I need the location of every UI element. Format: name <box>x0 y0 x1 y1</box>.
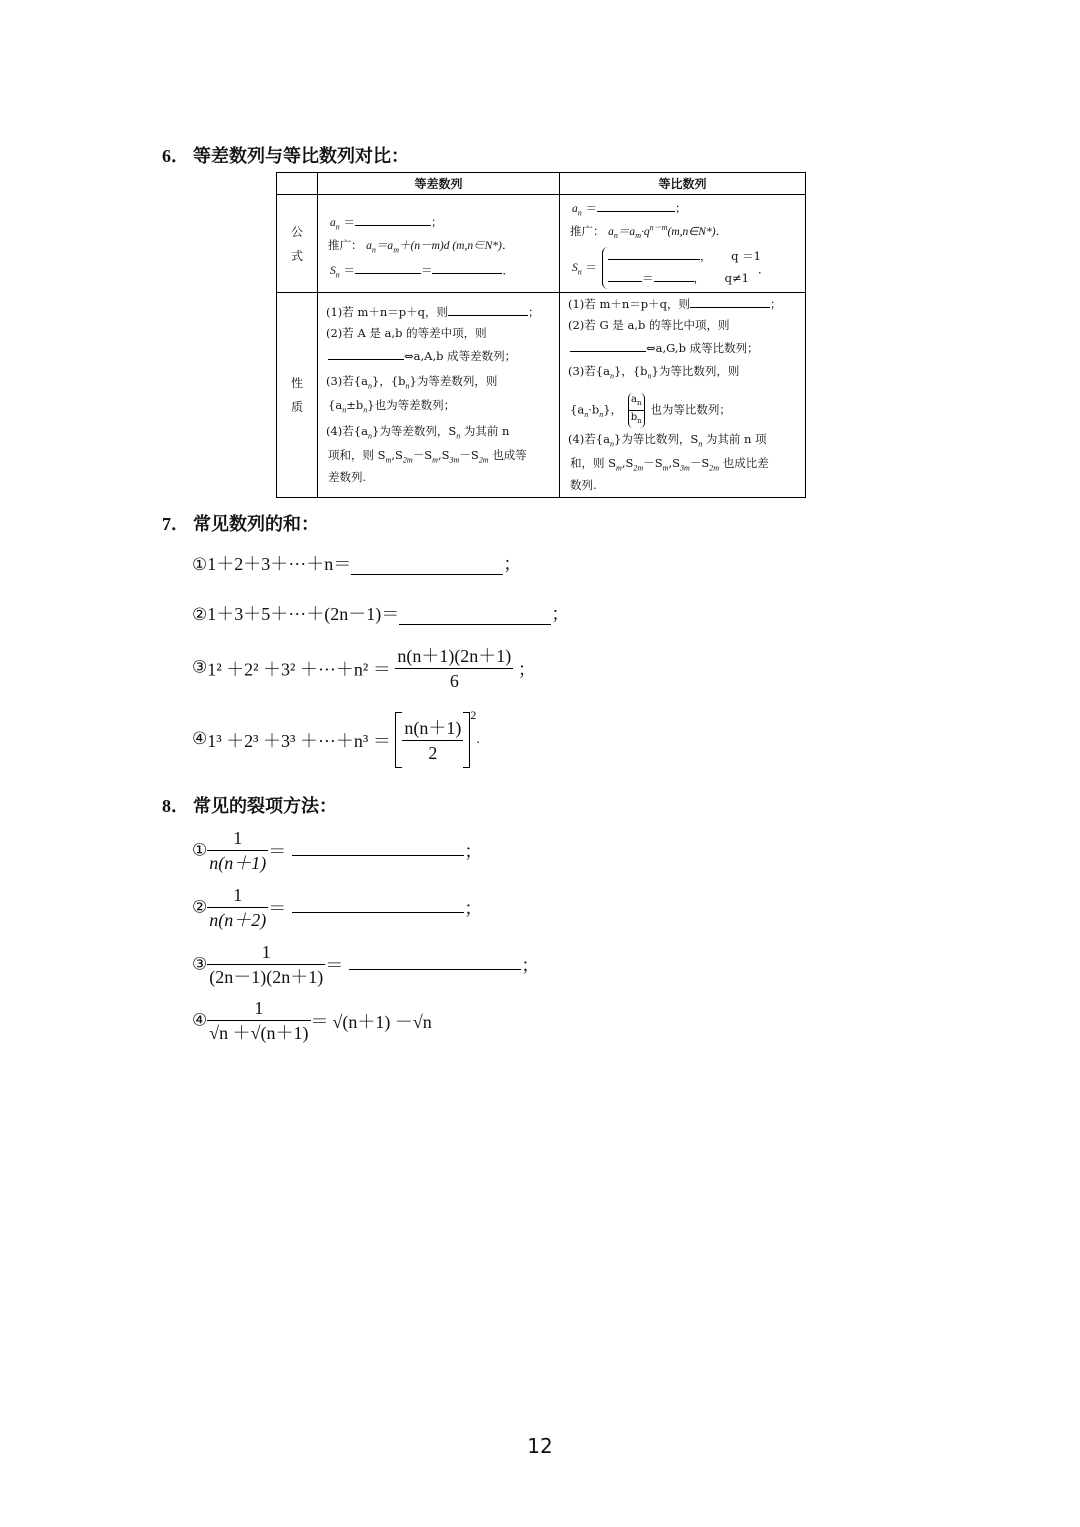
geo-prop-4c: 数列. <box>570 478 597 492</box>
sum-item-3-expr: 1² ＋2² ＋3² ＋···＋n² ＝ <box>207 659 391 680</box>
arith-prop-1-text: (1)若 m＋n＝p＋q，则 <box>326 305 448 319</box>
arith-prop-2-blank <box>328 347 404 360</box>
geo-an-blank <box>597 199 675 212</box>
sum-item-4-fraction <box>402 716 463 765</box>
arith-prop-1-blank <box>448 303 528 316</box>
sum-item-3-denominator: 6 <box>449 671 459 691</box>
arith-an-eq: ＝ <box>343 215 355 229</box>
arith-prop-4a-1: (4)若{a <box>326 424 368 438</box>
geo-prop-2-blank <box>570 339 646 352</box>
split-item-1-marker: ① <box>192 840 208 861</box>
split-item-1 <box>192 826 482 875</box>
geo-prop-1-semi: ； <box>769 297 782 311</box>
geo-prop-4b-5: －S <box>689 456 710 470</box>
arith-prop-2b-text: ⇔a,A,b 成等差数列； <box>404 349 517 363</box>
geo-case2-mid: ＝ <box>642 271 654 285</box>
geo-an: a <box>572 203 578 215</box>
sum-item-2-tail: ； <box>551 604 570 624</box>
arith-sn-mid: ＝ <box>420 263 433 277</box>
row-label-prop-1: 性 <box>290 376 303 390</box>
arith-an-blank <box>355 213 431 226</box>
arith-prop-3a-2: }，{b <box>372 374 406 388</box>
geo-tg-rest: ＝a <box>617 225 636 238</box>
geo-prop-2b <box>570 339 759 356</box>
header-geometric: 等比数列 <box>560 173 806 195</box>
geo-tg-dot: ·q <box>641 225 650 238</box>
split-item-2-blank <box>292 902 464 913</box>
row-label-formula-1: 公 <box>290 224 303 239</box>
arith-prop-4b: 项和，则 $S_m,S_{2m}-S_m,S_{3m}-S_{2m}$ 也成等 <box>328 448 527 465</box>
arith-tg-tail: ＋(n－m)d (m,n∈N*)． <box>399 240 514 252</box>
split-item-4-fraction <box>207 996 310 1045</box>
geo-prop-1-blank <box>690 295 770 308</box>
section-8-heading <box>162 792 337 818</box>
split-item-2-marker: ② <box>192 897 208 918</box>
split-item-4-marker: ④ <box>192 1010 208 1031</box>
split-item-1-fraction <box>207 826 268 875</box>
geo-prop-4b: 和，则 $S_m,S_{2m}-S_m,S_{3m}-S_{2m}$ 也成比差 <box>570 456 769 473</box>
split-item-2-eq: ＝ <box>268 898 287 919</box>
sum-item-1-tail: ； <box>503 554 522 574</box>
geo-case2-blank-1 <box>608 269 642 282</box>
geo-prop-4a-1: (4)若{a <box>568 432 610 446</box>
geo-prop-3b: $\{a_n\cdot b_n\}$， $\frac{a_n}{b_n}$ 也为等比数列； <box>570 393 731 428</box>
arith-prop-3a: (3)若$\{a_n\}$，$\{b_n\}$为等差数列，则 <box>326 374 498 391</box>
arith-prop-2a: (2)若 A 是 a,b 的等差中项，则 <box>326 326 487 340</box>
arith-prop-4a-3: 为其前 n <box>463 424 510 438</box>
arith-sn: S <box>330 265 336 277</box>
arith-prop-4a-2: }为等差数列，S <box>372 424 457 438</box>
arith-prop-4b-2: ,S <box>391 448 403 462</box>
arith-prop-4a: (4)若$\{a_n\}$为等差数列，$S_n$ 为其前 n <box>326 424 510 441</box>
sum-item-4 <box>192 708 480 768</box>
sum-item-4-exponent: 2 <box>470 708 477 722</box>
sum-item-4-numerator: n(n＋1) <box>402 716 463 741</box>
row-label-prop-2: 质 <box>290 400 303 414</box>
split-item-1-tail: ； <box>464 841 483 862</box>
arith-prop-3b-2: ±b <box>346 398 364 412</box>
geo-prop-3a: (3)若$\{a_n\}$，$\{b_n\}$为等比数列，则 <box>568 364 740 381</box>
split-item-2-fraction <box>207 883 268 932</box>
geo-prop-4a: (4)若$\{a_n\}$为等比数列，$S_n$ 为其前 n 项 <box>568 432 767 449</box>
split-item-3-fraction <box>207 940 325 989</box>
arith-sn-eq: ＝ <box>343 263 355 277</box>
sum-item-3-tail: ； <box>517 659 536 680</box>
section-6-title: 等差数列与等比数列对比： <box>193 146 409 167</box>
arith-an-line: $a_n$ ＝ ； <box>330 215 443 232</box>
arith-sn-period: ． <box>502 263 514 277</box>
geo-prop-3a-3: }为等比数列，则 <box>651 364 740 378</box>
arith-an: a <box>330 217 336 229</box>
split-item-2-denominator: n(n＋2) <box>209 910 267 930</box>
split-item-4 <box>192 996 432 1045</box>
header-arithmetic: 等差数列 <box>318 173 560 195</box>
arith-prop-4b-6: 也成等 <box>492 448 527 462</box>
arith-prop-1-semi: ； <box>527 305 540 319</box>
geo-prop-3b-3: }， <box>603 402 623 417</box>
sum-item-4-expr: 1³ ＋2³ ＋3³ ＋···＋n³ ＝ <box>207 731 391 751</box>
geo-sn-period: ． <box>758 262 770 276</box>
geo-prop-3b-1: {a <box>570 402 585 417</box>
sum-item-3 <box>192 644 536 693</box>
section-7-title: 常见数列的和： <box>193 514 319 535</box>
geo-prop-3a-2: }，{b <box>614 364 648 378</box>
split-item-1-numerator: 1 <box>207 826 268 851</box>
section-6-heading <box>162 142 409 168</box>
sum-item-2-expr: 1＋3＋5＋···＋(2n－1)＝ <box>207 604 400 624</box>
section-8-title: 常见的裂项方法： <box>193 796 337 817</box>
arith-sn-blank-1 <box>355 261 421 274</box>
geo-prop-3b-fraction: $\frac{a_n}{b_n}$ <box>628 393 645 428</box>
geo-sn-label: $S_n$ ＝ <box>572 260 597 277</box>
arith-prop-3a-1: (3)若{a <box>326 374 368 388</box>
arith-sn-blank-2 <box>432 261 502 274</box>
split-item-4-numerator: 1 <box>207 996 310 1021</box>
arith-sn-line: $S_n$ ＝ ＝ ． <box>330 263 514 280</box>
split-item-3-eq: ＝ <box>325 955 344 976</box>
geo-prop-4a-3: 为其前 n 项 <box>705 432 767 446</box>
split-item-1-denominator: n(n＋1) <box>209 853 267 873</box>
geo-an-semi: ； <box>674 201 687 215</box>
geo-sn-case2 <box>608 269 749 286</box>
arith-prop-4b-1: 项和，则 S <box>328 448 386 462</box>
sum-item-3-marker: ③ <box>192 657 208 678</box>
arith-tg-a: a <box>366 240 372 252</box>
geo-prop-1-text: (1)若 m＋n＝p＋q，则 <box>568 297 690 311</box>
geo-prop-4b-2: ,S <box>621 456 634 470</box>
arith-prop-3a-3: }为等差数列，则 <box>409 374 498 388</box>
sum-item-4-marker: ④ <box>192 729 208 750</box>
split-item-1-blank <box>292 845 464 856</box>
sum-item-1 <box>192 550 521 576</box>
geo-case2-cond: q≠1 <box>724 271 749 285</box>
geo-case2-blank-2 <box>654 269 694 282</box>
sum-item-2-blank <box>399 606 551 625</box>
arith-prop-4c: 差数列. <box>328 470 367 484</box>
split-item-3-blank <box>349 959 521 970</box>
section-7-number: 7． <box>162 514 189 534</box>
sum-item-2-marker: ② <box>192 605 208 625</box>
split-item-4-eq: ＝ <box>310 1011 329 1032</box>
arith-prop-4b-5: －S <box>459 448 479 462</box>
sum-item-2 <box>192 600 569 626</box>
arith-an-semi: ； <box>430 215 443 229</box>
arith-formula-cell <box>318 195 560 293</box>
sum-item-3-numerator: n(n＋1)(2n＋1) <box>395 644 513 669</box>
split-item-3-numerator: 1 <box>207 940 325 965</box>
geo-tuiguang-line: 推广： $a_n=a_m\cdot q^{n-m}(m,n\in N*)$． <box>570 223 728 241</box>
geo-prop-4b-4: ,S <box>668 456 680 470</box>
geo-tg-tail: (m,n∈N*)． <box>667 225 728 238</box>
split-item-2 <box>192 883 482 932</box>
arith-prop-2b <box>328 347 516 364</box>
row-label-properties <box>277 293 318 498</box>
geo-prop-4a-2: }为等比数列，S <box>614 432 699 446</box>
geo-prop-3b-2: ·b <box>588 402 600 417</box>
geo-tg-exp: n－m <box>649 223 668 232</box>
geo-an-eq: ＝ <box>585 201 597 215</box>
sum-item-3-fraction <box>395 644 513 693</box>
section-8-number: 8． <box>162 796 189 816</box>
geo-prop-4b-1: 和，则 S <box>570 456 617 470</box>
geo-case2-comma: ， <box>693 271 705 285</box>
table-corner <box>277 173 318 195</box>
geo-prop-2b-text: ⇔a,G,b 成等比数列； <box>646 341 759 355</box>
arith-prop-4b-4: ,S <box>437 448 450 462</box>
split-item-4-denominator: √n ＋√(n＋1) <box>209 1023 309 1043</box>
geo-tg-a: a <box>608 225 614 238</box>
page-number: 12 <box>527 1434 553 1458</box>
split-item-4-rhs: √(n＋1) －√n <box>332 1011 432 1032</box>
row-label-formula-2: 式 <box>290 248 303 263</box>
sum-item-4-denominator: 2 <box>428 742 438 763</box>
arith-prop-4b-3: －S <box>412 448 433 462</box>
arith-props-cell <box>318 293 560 498</box>
split-item-3-marker: ③ <box>192 954 208 975</box>
arith-prop-3b-1: {a <box>328 398 343 412</box>
sum-item-4-left-bracket <box>395 712 402 768</box>
geo-an-line: $a_n$ ＝ ； <box>572 201 687 218</box>
geo-props-cell <box>560 293 806 498</box>
geo-prop-4b-3: －S <box>643 456 663 470</box>
section-6-number: 6． <box>162 146 189 166</box>
split-item-2-numerator: 1 <box>207 883 268 908</box>
geo-case1-comma: ， <box>700 249 712 263</box>
geo-prop-4b-6: 也成比差 <box>722 456 769 470</box>
arith-prop-3b: $\{a_n\pm b_n\}$也为等差数列； <box>328 398 456 415</box>
split-item-1-eq: ＝ <box>268 841 287 862</box>
section-7-heading <box>162 510 319 536</box>
geo-case1-cond: q ＝1 <box>731 249 761 263</box>
split-item-3-denominator: (2n－1)(2n＋1) <box>209 967 324 987</box>
geo-prop-1 <box>568 295 781 312</box>
geo-prop-3b-4: 也为等比数列； <box>650 402 731 417</box>
sum-item-1-blank <box>351 556 503 575</box>
sum-item-1-expr: 1＋2＋3＋···＋n＝ <box>207 554 352 574</box>
split-item-3 <box>192 940 539 989</box>
geo-prop-3a-1: (3)若{a <box>568 364 610 378</box>
split-item-3-tail: ； <box>521 955 540 976</box>
comparison-table <box>276 172 806 498</box>
geo-sn-case1 <box>608 247 761 264</box>
geo-case1-blank <box>608 247 700 260</box>
geo-tuiguang: 推广： <box>570 223 605 238</box>
row-label-formula <box>277 195 318 293</box>
sum-item-1-marker: ① <box>192 555 208 575</box>
geo-prop-2a: (2)若 G 是 a,b 的等比中项，则 <box>568 318 730 332</box>
arith-tuiguang-line: 推广： $a_n=a_m+(n-m)d$ (m,n∈N*)． <box>328 238 514 255</box>
geo-sn-eq: ＝ <box>585 260 597 274</box>
arith-tg-rest: ＝a <box>375 240 394 252</box>
arith-prop-1 <box>326 303 539 320</box>
geo-formula-cell <box>560 195 806 293</box>
split-item-2-tail: ； <box>464 898 483 919</box>
sum-item-4-tail: . <box>476 732 480 747</box>
arith-prop-3b-3: }也为等差数列； <box>367 398 456 412</box>
arith-tuiguang: 推广： <box>328 238 363 252</box>
geo-sn: S <box>572 262 578 274</box>
